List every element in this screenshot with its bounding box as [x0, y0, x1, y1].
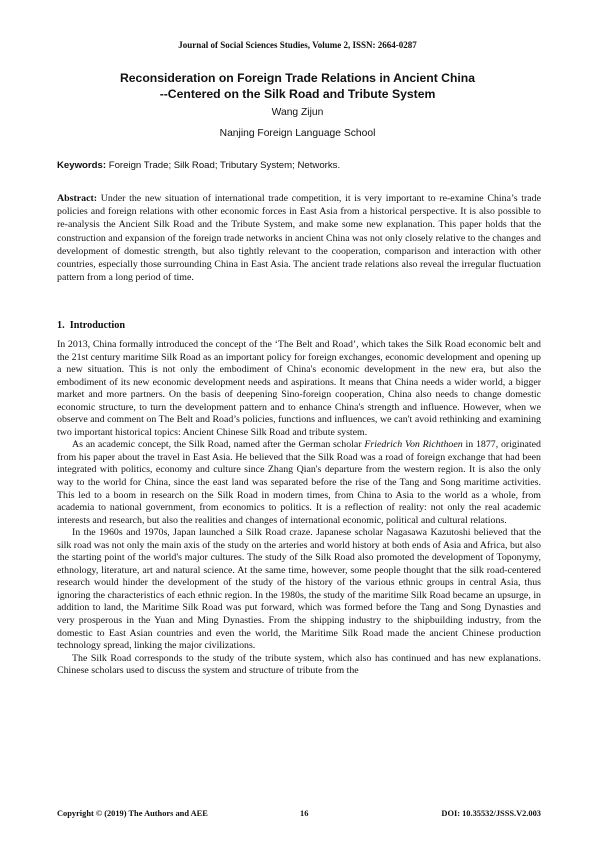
section-body-introduction: [57, 339, 541, 678]
paragraph-text: As an academic concept, the Silk Road, named after the German scholar: [72, 439, 365, 451]
paragraph-text: in 1877, originated from his paper about the travel in East Asia. He believed that the Silk Road was a road of foreign exchange that had been integrated with politics, economy and culture since Zhang Qian's departure from the western region. It is also the only way to the world for China, since the east land was separated before the rise of the Tang and Song maritime activities. This led to a boom in research on the Silk Road in modern times, from China to Asia to the world as a whole, from academia to national government, from economics to politics. It is a reflection of reality: not only the real academic interests and research, but also the realities and changes of international economic, political and cultural relations.: [57, 439, 541, 526]
paragraph: The Silk Road corresponds to the study of the tribute system, which also has continued and has new explanations. Chinese scholars used to discuss the system and structure of tribute from the: [57, 652, 541, 677]
footer-copyright: Copyright © (2019) The Authors and AEE: [57, 809, 208, 818]
paragraph: In the 1960s and 1970s, Japan launched a Silk Road craze. Japanese scholar Nagasawa Kazutoshi believed that the silk road was not only the main axis of the study on the arteries and world history at both ends of Asia and Africa, but also the starting point of the world's major cultures. The study of the Silk Road also promoted the development of Toponymy, ethnology, literature, art and natural science. At the same time, however, some people thought that the silk road-centered research would hinder the development of the study of the history of the various ethnic groups in central Asia, thus ignoring the characteristics of each ethnic region. In the 1980s, the study of the maritime Silk Road became an upsurge, in addition to land, the Maritime Silk Road was put forward, which was formed before the Tang and Song Dynasties and very prosperous in the Yuan and Ming Dynasties. From the shipping industry to the shipbuilding industry, from the domestic to East Asian countries and even the world, the Maritime Silk Road made the ancient Chinese production technology spread, linking the major civilizations.: [57, 527, 541, 652]
abstract: [57, 192, 541, 284]
paper-title-line-1: Reconsideration on Foreign Trade Relations in Ancient China: [119, 71, 476, 85]
paper-title-line-2: --Centered on the Silk Road and Tribute System: [159, 87, 436, 101]
abstract-text: Under the new situation of international trade competition, it is very important to re-examine China’s trade policies and foreign relations with other economic forces in East Asia from a historical perspective. It is also possible to re-analysis the Ancient Silk Road and the Tribute System, and make some new explanation. This paper holds that the construction and expansion of the foreign trade networks in ancient China was not only closely relative to the changes and development of domestic strength, but also tightly relevant to the cooperation, comparison and interaction with other countries, especially those surrounding China in East Asia. The ancient trade relations also reveal the irregular fluctuation pattern from a long period of time.: [57, 193, 541, 284]
paragraph: In 2013, China formally introduced the concept of the ‘The Belt and Road’, which takes the Silk Road economic belt and the 21st century maritime Silk Road as an important policy for foreign exchanges, economic development and opening up a new situation. This is not only the embodiment of China's economic development in the new era, but also the embodiment of its new economic development needs and aspirations. It means that China needs a wider world, a bigger market and more partners. On the basis of deepening Sino-foreign cooperation, China also needs to change domestic economic structure, to turn the development pattern and to enhance China's strength and influence. However, when we observe and comment on The Belt and Road’s policies, functions and influences, we can't avoid rethinking and examining two important historical topics: Ancient Chinese Silk Road and tribute system.: [57, 339, 541, 438]
person-name-italic: Friedrich Von Richthoen: [364, 439, 463, 451]
footer-doi: DOI: 10.35532/JSSS.V2.003: [441, 809, 541, 818]
keywords: [57, 160, 541, 171]
abstract-label: Abstract:: [57, 193, 98, 204]
keywords-text: Foreign Trade; Silk Road; Tributary System; Networks.: [108, 160, 341, 171]
section-heading-introduction: 1. Introduction: [57, 320, 126, 331]
footer-page-number: 16: [300, 809, 309, 818]
author-affiliation: Nanjing Foreign Language School: [219, 128, 376, 139]
paragraph: [57, 439, 541, 527]
paper-title: [40, 70, 555, 102]
keywords-label: Keywords:: [57, 160, 107, 171]
author-name: Wang Zijun: [271, 107, 324, 118]
journal-header: Journal of Social Sciences Studies, Volume 2, ISSN: 2664-0287: [178, 40, 417, 50]
